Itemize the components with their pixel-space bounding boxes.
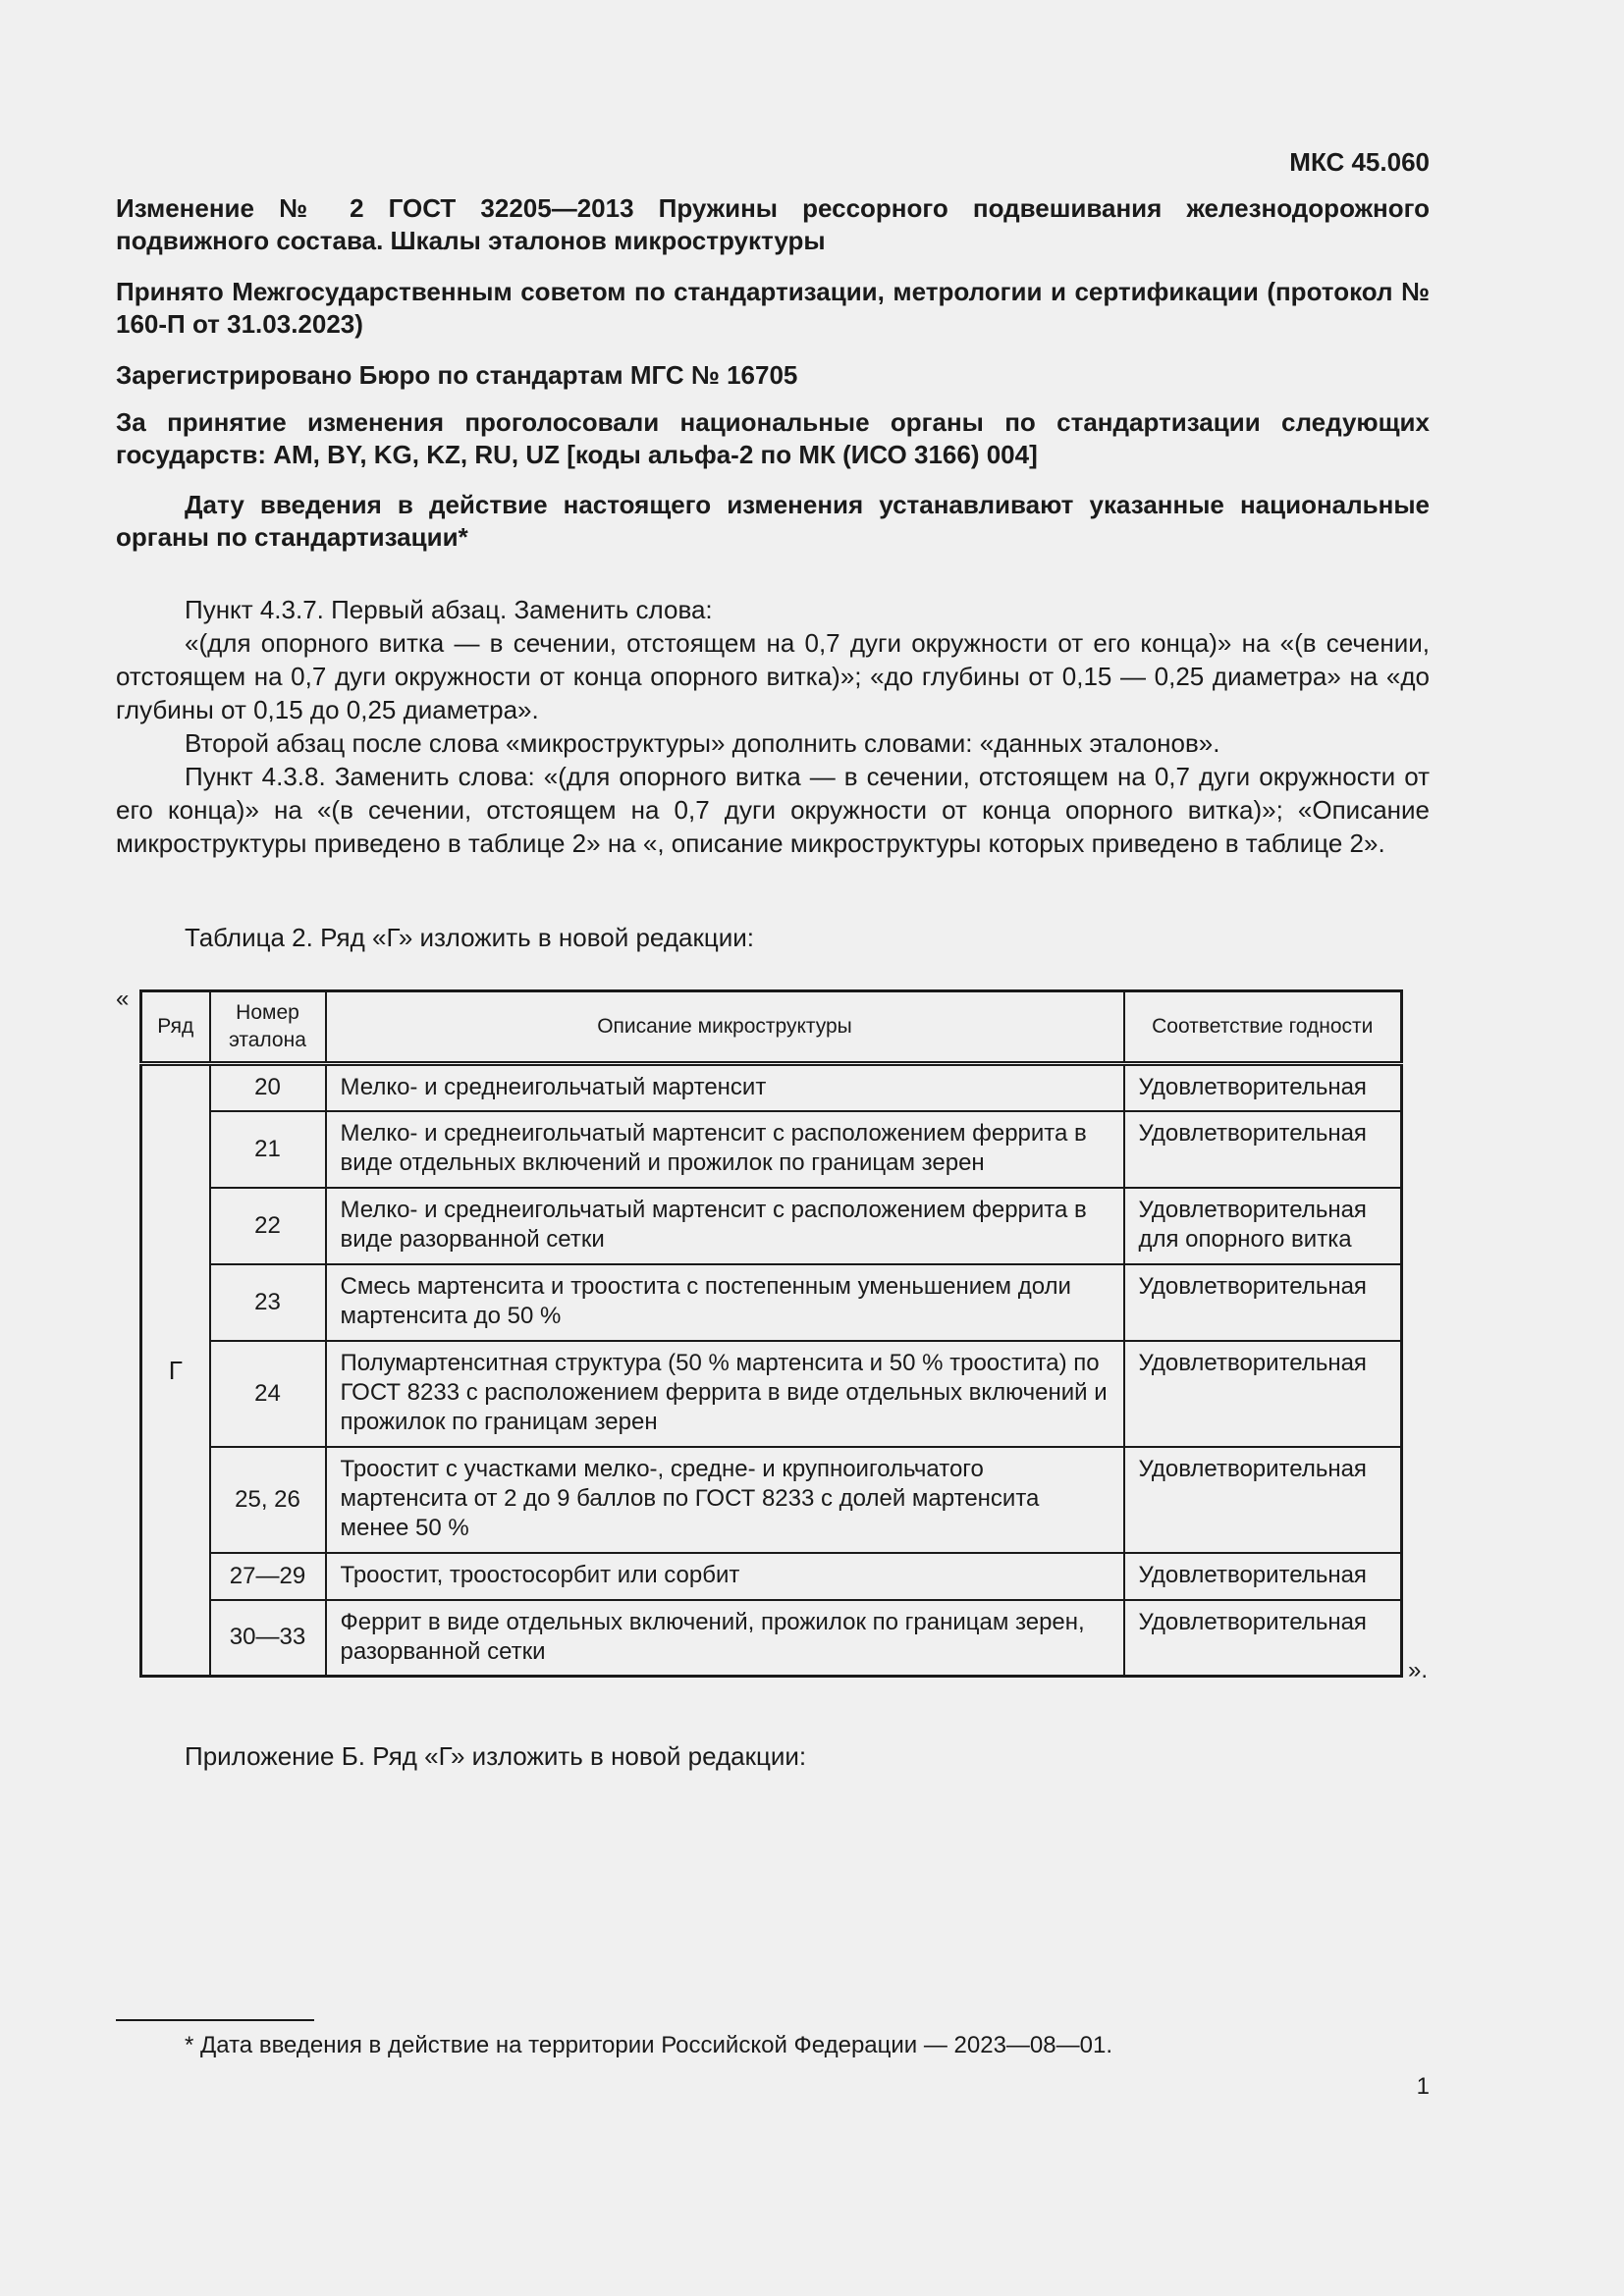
standard-number: 24 bbox=[210, 1341, 326, 1447]
fitness-cell: Удовлетворительная для опорного витка bbox=[1124, 1188, 1402, 1264]
table-header-row bbox=[141, 991, 1402, 1064]
description-cell: Мелко- и среднеигольчатый мартенсит bbox=[326, 1064, 1124, 1111]
table-row bbox=[141, 1188, 1402, 1264]
header-row-series: Ряд bbox=[141, 991, 210, 1064]
fitness-cell: Удовлетворительная bbox=[1124, 1553, 1402, 1600]
description-cell: Смесь мартенсита и троостита с постепенным уменьшением доли мартенсита до 50 % bbox=[326, 1264, 1124, 1341]
appendix-instruction: Приложение Б. Ряд «Г» изложить в новой редакции: bbox=[185, 1741, 807, 1771]
page-number: 1 bbox=[1416, 2073, 1430, 2100]
row-series-label: Г bbox=[141, 1064, 210, 1677]
description-cell: Троостит, трооcтосорбит или сорбит bbox=[326, 1553, 1124, 1600]
body-paragraph: Пункт 4.3.7. Первый абзац. Заменить слова: bbox=[185, 595, 713, 624]
mks-code: МКС 45.060 bbox=[1289, 147, 1430, 177]
effective-date-statement: Дату введения в действие настоящего изменения устанавливают указанные национальные органы по стандартизации* bbox=[116, 490, 1430, 552]
table-row bbox=[141, 1111, 1402, 1188]
table-row bbox=[141, 1600, 1402, 1677]
quote-close: ». bbox=[1408, 1657, 1429, 1683]
amendment-body bbox=[116, 593, 1430, 860]
standard-number: 27—29 bbox=[210, 1553, 326, 1600]
table-row bbox=[141, 1447, 1402, 1553]
body-paragraph: Второй абзац после слова «микроструктуры» дополнить словами: «данных эталонов». bbox=[185, 728, 1220, 758]
footnote: * Дата введения в действие на территории Российской Федерации — 2023—08—01. bbox=[185, 2032, 1112, 2058]
description-cell: Феррит в виде отдельных включений, прожилок по границам зерен, разорванной сетки bbox=[326, 1600, 1124, 1677]
document-page bbox=[116, 0, 1430, 2296]
table-row bbox=[141, 1553, 1402, 1600]
table-row bbox=[141, 1064, 1402, 1111]
standard-number: 20 bbox=[210, 1064, 326, 1111]
microstructure-table bbox=[139, 989, 1403, 1678]
amendment-title: Изменение № 2 ГОСТ 32205—2013 Пружины рессорного подвешивания железнодорожного подвижного состава. Шкалы эталонов микроструктуры bbox=[116, 193, 1430, 255]
description-cell: Мелко- и среднеигольчатый мартенсит с расположением феррита в виде разорванной сетки bbox=[326, 1188, 1124, 1264]
body-paragraph: Пункт 4.3.8. Заменить слова: «(для опорного витка — в сечении, отстоящем на 0,7 дуги окружности от его конца)» на «(в сечении, отстоящем на 0,7 дуги окружности от конца опорного витка)»; «Описание микроструктуры приведено в таблице 2» на «, описание микроструктуры которых приведено в таблице 2». bbox=[116, 762, 1430, 858]
description-cell: Полумартенситная структура (50 % мартенсита и 50 % троостита) по ГОСТ 8233 с расположением феррита в виде отдельных включений и прожилок по границам зерен bbox=[326, 1341, 1124, 1447]
header-standard-number: Номер эталона bbox=[210, 991, 326, 1064]
fitness-cell: Удовлетворительная bbox=[1124, 1447, 1402, 1553]
table-row bbox=[141, 1341, 1402, 1447]
header-description: Описание микроструктуры bbox=[326, 991, 1124, 1064]
standard-number: 22 bbox=[210, 1188, 326, 1264]
fitness-cell: Удовлетворительная bbox=[1124, 1064, 1402, 1111]
fitness-cell: Удовлетворительная bbox=[1124, 1341, 1402, 1447]
standard-number: 21 bbox=[210, 1111, 326, 1188]
adopted-statement: Принято Межгосударственным советом по стандартизации, метрологии и сертификации (протокол № 160-П от 31.03.2023) bbox=[116, 277, 1430, 339]
registered-statement: Зарегистрировано Бюро по стандартам МГС № 16705 bbox=[116, 360, 798, 390]
fitness-cell: Удовлетворительная bbox=[1124, 1111, 1402, 1188]
voted-statement: За принятие изменения проголосовали национальные органы по стандартизации следующих государств: AM, BY, KG, KZ, RU, UZ [коды альфа-2 по МК (ИСО 3166) 004] bbox=[116, 407, 1430, 469]
standard-number: 23 bbox=[210, 1264, 326, 1341]
body-paragraph: «(для опорного витка — в сечении, отстоящем на 0,7 дуги окружности от его конца)» на «(в сечении, отстоящем на 0,7 дуги окружности от конца опорного витка)»; «до глубины от 0,15 — 0,25 диаметра» на «до глубины от 0,15 до 0,25 диаметра». bbox=[116, 628, 1430, 724]
description-cell: Троостит с участками мелко-, средне- и крупноигольчатого мартенсита от 2 до 9 баллов по ГОСТ 8233 с долей мартенсита менее 50 % bbox=[326, 1447, 1124, 1553]
header-fitness: Соответствие годности bbox=[1124, 991, 1402, 1064]
table-caption: Таблица 2. Ряд «Г» изложить в новой редакции: bbox=[185, 923, 754, 952]
quote-open: « bbox=[116, 986, 130, 1012]
fitness-cell: Удовлетворительная bbox=[1124, 1600, 1402, 1677]
description-cell: Мелко- и среднеигольчатый мартенсит с расположением феррита в виде отдельных включений и прожилок по границам зерен bbox=[326, 1111, 1124, 1188]
footnote-divider bbox=[116, 2019, 314, 2021]
fitness-cell: Удовлетворительная bbox=[1124, 1264, 1402, 1341]
standard-number: 25, 26 bbox=[210, 1447, 326, 1553]
standard-number: 30—33 bbox=[210, 1600, 326, 1677]
table-row bbox=[141, 1264, 1402, 1341]
